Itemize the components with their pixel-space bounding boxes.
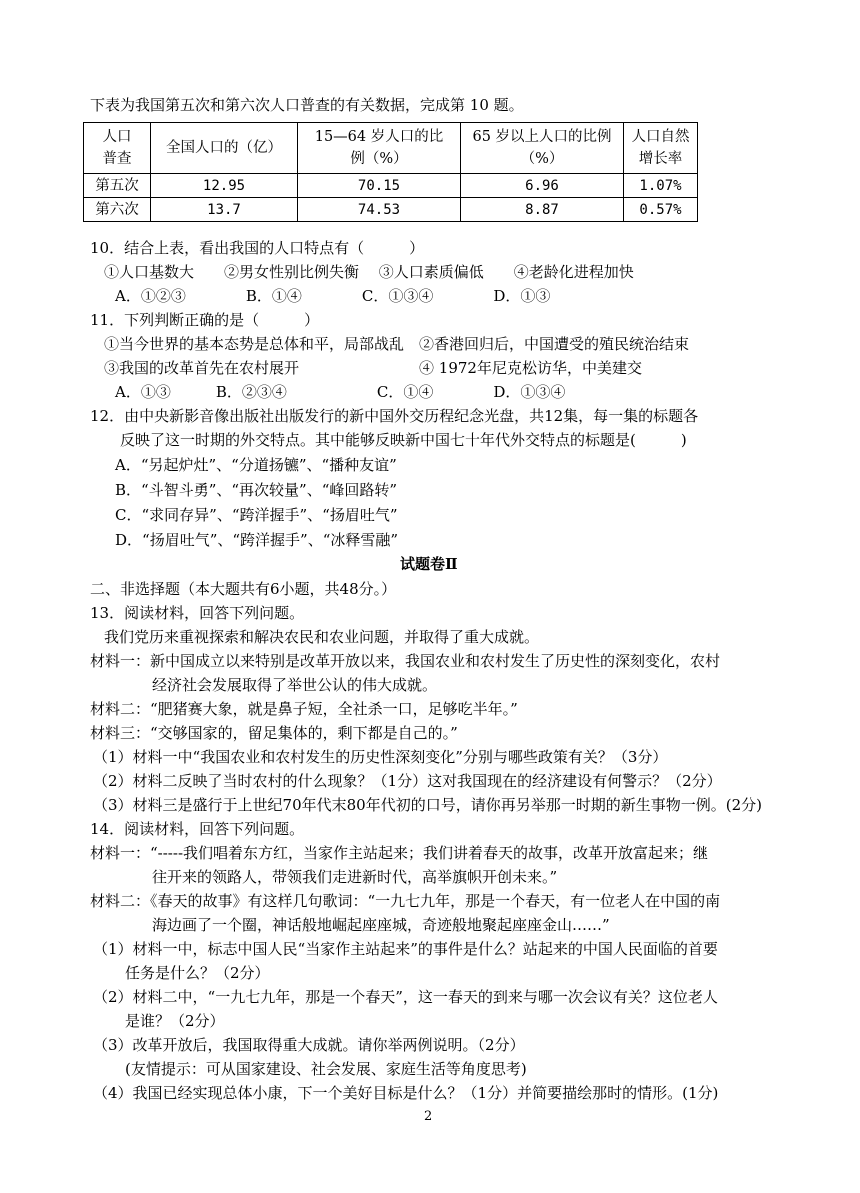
text-line: 经济社会发展取得了举世公认的伟大成就。: [152, 676, 438, 694]
text-line: （2）材料二中，“一九七九年，那是一个春天”，这一春天的到来与哪一次会议有关？这位老人: [93, 988, 718, 1006]
text-line: ①人口基数大 ②男女性别比例失衡 ③人口素质偏低 ④老龄化进程加快: [104, 263, 634, 281]
table-cell: 13.7: [151, 198, 298, 222]
text-line: 任务是什么？（2分）: [125, 964, 270, 982]
header-cell: 人口自然 增长率: [624, 123, 698, 174]
text-line: B．“斗智斗勇”、“再次较量”、“峰回路转”: [115, 481, 398, 499]
text-line: A．①③ B．②③④ C．①④ D．①③④: [115, 383, 566, 401]
header-cell: 15—64 岁人口的比 例（%）: [298, 123, 461, 174]
table-cell: 6.96: [461, 174, 624, 198]
text-line: (友情提示：可从国家建设、社会发展、家庭生活等角度思考): [125, 1060, 527, 1078]
table-header-row: [84, 123, 698, 174]
text-line: 材料一：新中国成立以来特别是改革开放以来，我国农业和农村发生了历史性的深刻变化，农村: [90, 652, 721, 670]
table-cell: 70.15: [298, 174, 461, 198]
text-line: 反映了这一时期的外交特点。其中能够反映新中国七十年代外交特点的标题是( ): [120, 431, 687, 449]
text-line: 材料二：《春天的故事》有这样几句歌词：“一九七九年，那是一个春天，有一位老人在中国的南: [90, 892, 721, 910]
text-line: 我们党历来重视探索和解决农民和农业问题，并取得了重大成就。: [104, 628, 540, 646]
census-table: [83, 122, 698, 222]
text-line: （3）材料三是盛行于上世纪70年代末80年代初的口号，请你再另举那一时期的新生事物一例。(2分): [93, 796, 762, 814]
text-line: C．“求同存异”、“跨洋握手”、“扬眉吐气”: [115, 506, 398, 524]
text-line: 12．由中央新影音像出版社出版发行的新中国外交历程纪念光盘，共12集，每一集的标题各: [90, 407, 699, 425]
table-row: [84, 198, 698, 222]
row-label: 第六次: [84, 198, 151, 222]
text-line: 是谁？（2分）: [125, 1012, 225, 1030]
table-cell: 1.07%: [624, 174, 698, 198]
table-cell: 74.53: [298, 198, 461, 222]
page-number: 2: [424, 1109, 433, 1124]
text-line: 试题卷Ⅱ: [400, 555, 458, 573]
text-line: 11．下列判断正确的是（ ）: [90, 311, 320, 329]
header-cell: 人口 普查: [84, 123, 151, 174]
text-line: 往开来的领路人，带领我们走进新时代，高举旗帜开创未来。”: [152, 868, 558, 886]
text-line: （1）材料一中，标志中国人民“当家作主站起来”的事件是什么？站起来的中国人民面临的首要: [93, 940, 718, 958]
text-line: 10．结合上表，看出我国的人口特点有（ ）: [90, 239, 425, 257]
table-cell: 12.95: [151, 174, 298, 198]
text-line: （1）材料一中“我国农业和农村发生的历史性深刻变化”分别与哪些政策有关？（3分）: [93, 748, 668, 766]
text-line: D．“扬眉吐气”、“跨洋握手”、“冰释雪融”: [115, 531, 399, 549]
row-label: 第五次: [84, 174, 151, 198]
text-line: 海边画了一个圈，神话般地崛起座座城，奇迹般地聚起座座金山……”: [152, 916, 610, 934]
text-line: 二、非选择题（本大题共有6小题，共48分。）: [90, 580, 397, 598]
table-cell: 8.87: [461, 198, 624, 222]
table-row: [84, 174, 698, 198]
text-line: 材料三：“交够国家的，留足集体的，剩下都是自己的。”: [90, 724, 458, 742]
text-line: （2）材料二反映了当时农村的什么现象？（1分）这对我国现在的经济建设有何警示？（2分）: [93, 772, 722, 790]
table-intro: 下表为我国第五次和第六次人口普查的有关数据，完成第 10 题。: [90, 96, 524, 114]
text-line: 14．阅读材料，回答下列问题。: [90, 820, 305, 838]
text-line: A．①②③ B．①④ C．①③④ D．①③: [115, 287, 551, 305]
text-line: ③我国的改革首先在农村展开 ④ 1972年尼克松访华，中美建交: [104, 359, 642, 377]
header-cell: 全国人口的（亿）: [151, 123, 298, 174]
text-line: A．“另起炉灶”、“分道扬镳”、“播种友谊”: [115, 456, 397, 474]
table-cell: 0.57%: [624, 198, 698, 222]
text-line: 材料二：“肥猪赛大象，就是鼻子短，全社杀一口，足够吃半年。”: [90, 700, 518, 718]
text-line: （4）我国已经实现总体小康，下一个美好目标是什么？（1分）并简要描绘那时的情形。(1分): [93, 1084, 719, 1102]
text-line: 13．阅读材料，回答下列问题。: [90, 604, 305, 622]
text-line: 材料一：“-----我们唱着东方红，当家作主站起来；我们讲着春天的故事，改革开放富起来；继: [90, 844, 709, 862]
header-cell: 65 岁以上人口的比例 （%）: [461, 123, 624, 174]
text-line: ①当今世界的基本态势是总体和平，局部战乱 ②香港回归后，中国遭受的殖民统治结束: [104, 335, 690, 353]
text-line: （3）改革开放后，我国取得重大成就。请你举两例说明。（2分）: [93, 1036, 525, 1054]
